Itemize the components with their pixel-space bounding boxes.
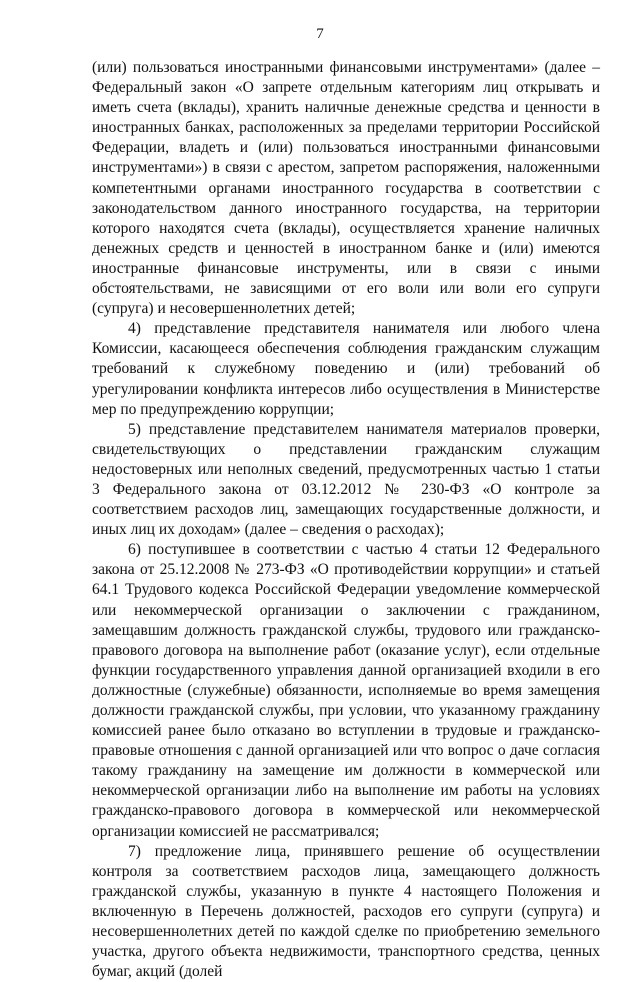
paragraph-continuation: (или) пользоваться иностранными финансовыми инструментами» (далее – Федеральный закон «О запрете отдельным категориям лиц открывать и иметь счета (вклады), хранить наличные денежные средства и ценности в иностранных банках, расположенных за пределами территории Российской Федерации, владеть и (или) пользоваться иностранными финансовыми инструментами») в связи с арестом, запретом распоряжения, наложенными компетентными органами иностранного государства в соответствии с законодательством данного иностранного государства, на территории которого находятся счета (вклады), осуществляется хранение наличных денежных средств и ценностей в иностранном банке и (или) имеются иностранные финансовые инструменты, или в связи с иными обстоятельствами, не зависящими от его воли или воли его супруги (супруга) и несовершеннолетних детей; [92, 59, 600, 318]
paragraph-item-7: 7) предложение лица, принявшего решение об осуществлении контроля за соответствием расходов лица, замещающего должность гражданской службы, указанную в пункте 4 настоящего Положения и включенную в Перечень должностей, расходов его супруги (супруга) и несовершеннолетних детей по каждой сделке по приобретению земельного участка, другого объекта недвижимости, транспортного средства, ценных бумаг, акций (долей [92, 842, 600, 981]
paragraph-item-4: 4) представление представителя нанимателя или любого члена Комиссии, касающееся обеспечения соблюдения гражданским служащим требований к служебному поведению и (или) требований об урегулировании конфликта интересов либо осуществления в Министерстве мер по предупреждению коррупции; [92, 320, 600, 418]
page-number: 7 [316, 26, 324, 42]
paragraph-item-5: 5) представление представителем нанимателя материалов проверки, свидетельствующих о представлении гражданским служащим недостоверных или неполных сведений, предусмотренных частью 1 статьи 3 Федерального закона от 03.12.2012 № 230-ФЗ «О контроле за соответствием расходов лиц, замещающих государственные должности, и иных лиц их доходам» (далее – сведения о расходах); [92, 420, 600, 539]
document-body [92, 58, 600, 982]
paragraph-item-6: 6) поступившее в соответствии с частью 4 статьи 12 Федерального закона от 25.12.2008 № 273-ФЗ «О противодействии коррупции» и статьей 64.1 Трудового кодекса Российской Федерации уведомление коммерческой или некоммерческой организации о заключении с гражданином, замещавшим должность гражданской службы, трудового или гражданско-правового договора на выполнение работ (оказание услуг), если отдельные функции государственного управления данной организацией входили в его должностные (служебные) обязанности, исполняемые во время замещения должности гражданской службы, при условии, что указанному гражданину комиссией ранее было отказано во вступлении в трудовые и гражданско-правовые отношения с данной организацией или что вопрос о даче согласия такому гражданину на замещение им должности в коммерческой или некоммерческой организации либо на выполнение им работы на условиях гражданско-правового договора в коммерческой или некоммерческой организации комиссией не рассматривался; [92, 541, 600, 840]
